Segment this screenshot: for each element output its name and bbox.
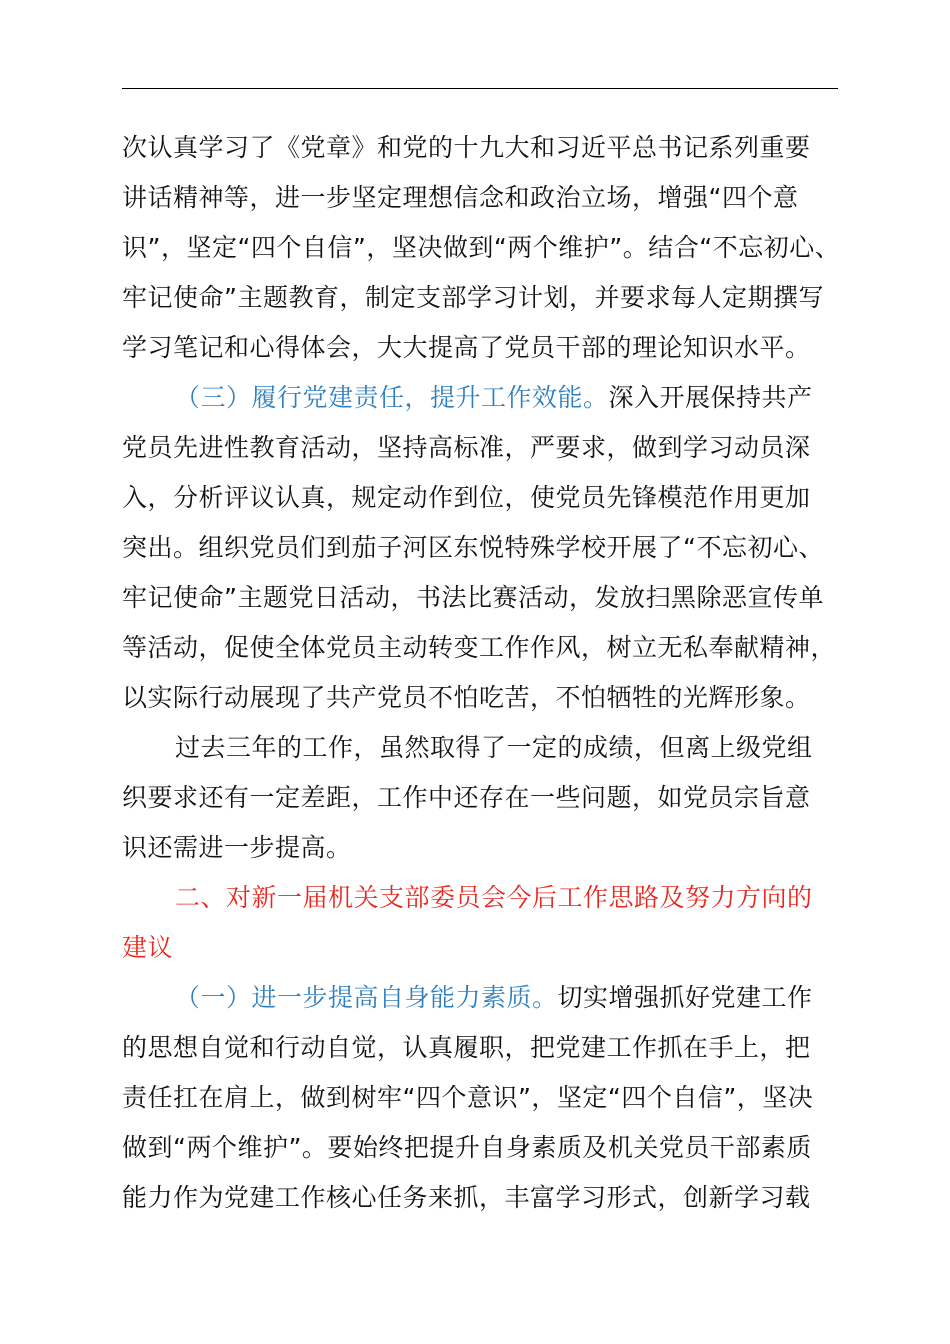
body-line: 识”，坚定“四个自信”，坚决做到“两个维护”。结合“不忘初心、 [122, 233, 841, 262]
section-heading-cont: 建议 [122, 933, 174, 962]
body-line: 做到“两个维护”。要始终把提升自身素质及机关党员干部素质 [122, 1133, 812, 1162]
body-line: 突出。组织党员们到茄子河区东悦特殊学校开展了“不忘初心、 [122, 533, 824, 562]
body-line: 党员先进性教育活动，坚持高标准，严要求，做到学习动员深 [122, 433, 811, 462]
body-line: 织要求还有一定差距，工作中还存在一些问题，如党员宗旨意 [122, 783, 811, 812]
body-line: 牢记使命”主题党日活动，书法比赛活动，发放扫黑除恶宣传单 [122, 583, 824, 612]
body-line: 以实际行动展现了共产党员不怕吃苦，不怕牺牲的光辉形象。 [122, 683, 811, 712]
body-line: 入，分析评议认真，规定动作到位，使党员先锋模范作用更加 [122, 483, 811, 512]
body-line: 过去三年的工作，虽然取得了一定的成绩，但离上级党组 [175, 733, 813, 762]
body-line: 牢记使命”主题教育，制定支部学习计划，并要求每人定期撰写 [122, 283, 824, 312]
body-line: 讲话精神等，进一步坚定理想信念和政治立场，增强“四个意 [122, 183, 799, 212]
body-text: 切实增强抓好党建工作 [557, 983, 813, 1012]
body-line: 的思想自觉和行动自觉，认真履职，把党建工作抓在手上，把 [122, 1033, 811, 1062]
paragraph-line [175, 973, 915, 1023]
section-heading: 二、对新一届机关支部委员会今后工作思路及努力方向的 [175, 883, 813, 912]
paragraph-line [175, 373, 915, 423]
body-text: 深入开展保持共产 [608, 383, 813, 412]
body-line: 责任扛在肩上，做到树牢“四个意识”，坚定“四个自信”，坚决 [122, 1083, 814, 1112]
header-rule [122, 88, 838, 89]
subheading-three: （三）履行党建责任，提升工作效能。 [175, 383, 609, 412]
body-line: 等活动，促使全体党员主动转变工作作风，树立无私奉献精神， [122, 633, 837, 662]
subheading-one: （一）进一步提高自身能力素质。 [175, 983, 558, 1012]
body-line: 能力作为党建工作核心任务来抓，丰富学习形式，创新学习载 [122, 1183, 811, 1212]
body-line: 学习笔记和心得体会，大大提高了党员干部的理论知识水平。 [122, 333, 811, 362]
body-line: 识还需进一步提高。 [122, 833, 352, 862]
body-line: 次认真学习了《党章》和党的十九大和习近平总书记系列重要 [122, 133, 811, 162]
